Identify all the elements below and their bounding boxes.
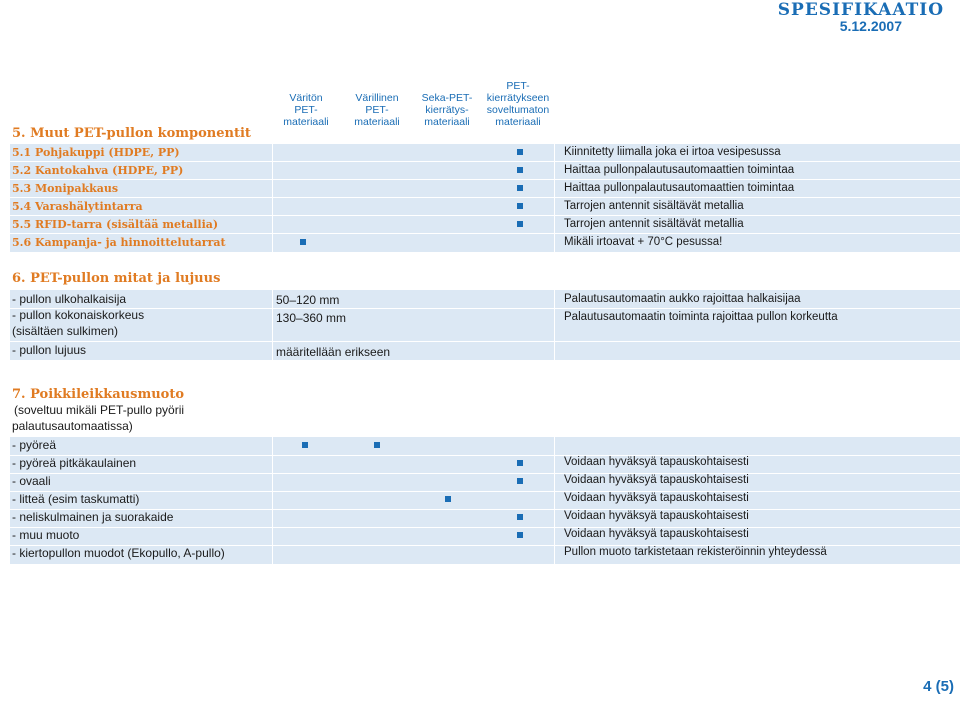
row-7-5-mark [517,514,523,520]
row-5-1-label: 5.1 Pohjakuppi (HDPE, PP) [12,146,180,159]
row-5-5-label: 5.5 RFID-tarra (sisältää metallia) [12,218,219,231]
row-6-2-label-2: (sisältäen sulkimen) [12,324,119,338]
row-5-4-note: Tarrojen antennit sisältävät metallia [564,200,744,212]
row-7-2-mark [517,460,523,466]
row-7-1-mark-colored [374,442,380,448]
row-5-5-note: Tarrojen antennit sisältävät metallia [564,218,744,230]
row-7-1-label: - pyöreä [12,438,57,452]
column-header-colored-pet: Värillinen PET- materiaali [354,92,400,128]
column-header-unsuitable: PET- kierrätykseen soveltumaton materiaali [486,80,550,128]
section-7-title: 7. Poikkileikkausmuoto [12,387,184,402]
column-header-mixed-pet: Seka-PET- kierrätys- materiaali [421,92,473,128]
section-6-band [10,290,960,360]
row-5-3-note: Haittaa pullonpalautusautomaattien toimintaa [564,182,795,194]
row-6-3-value: määritellään erikseen [276,345,391,359]
row-6-2-value: 130–360 mm [276,311,347,325]
column-header-clear-pet: Väritön PET- materiaali [283,92,329,128]
row-6-1-value: 50–120 mm [276,293,340,307]
document-date: 5.12.2007 [839,18,902,34]
row-5-6-note: Mikäli irtoavat + 70°C pesussa! [564,236,723,248]
section-5-title: 5. Muut PET-pullon komponentit [12,126,251,141]
row-7-6-note: Voidaan hyväksyä tapauskohtaisesti [564,528,749,540]
row-7-2-label: - pyöreä pitkäkaulainen [12,456,137,470]
row-7-7-label: - kiertopullon muodot (Ekopullo, A-pullo) [12,546,225,560]
row-6-3-label: - pullon lujuus [12,343,87,357]
section-6-title: 6. PET-pullon mitat ja lujuus [12,271,221,286]
row-5-4-label: 5.4 Varashälytintarra [12,200,143,213]
row-7-3-label: - ovaali [12,474,51,488]
row-7-2-note: Voidaan hyväksyä tapauskohtaisesti [564,456,749,468]
row-6-2-label: - pullon kokonaiskorkeus [12,308,145,322]
row-5-2-mark [517,167,523,173]
row-7-3-note: Voidaan hyväksyä tapauskohtaisesti [564,474,749,486]
row-5-6-mark [300,239,306,245]
row-5-3-label: 5.3 Monipakkaus [12,182,119,195]
row-6-1-note: Palautusautomaatin aukko rajoittaa halkaisijaa [564,293,801,305]
row-5-5-mark [517,221,523,227]
row-7-7-note: Pullon muoto tarkistetaan rekisteröinnin yhteydessä [564,546,827,558]
row-7-6-mark [517,532,523,538]
row-7-6-label: - muu muoto [12,528,80,542]
row-7-1-mark-clear [302,442,308,448]
row-5-1-note: Kiinnitetty liimalla joka ei irtoa vesipesussa [564,146,781,158]
row-5-4-mark [517,203,523,209]
page-number: 4 (5) [923,678,954,695]
row-5-1-mark [517,149,523,155]
section-7-subtitle: (soveltuu mikäli PET-pullo pyörii [14,403,185,417]
row-5-3-mark [517,185,523,191]
row-5-2-note: Haittaa pullonpalautusautomaattien toimintaa [564,164,795,176]
row-7-5-note: Voidaan hyväksyä tapauskohtaisesti [564,510,749,522]
row-7-3-mark [517,478,523,484]
document-title: SPESIFIKAATIO [777,0,944,20]
row-7-4-label: - litteä (esim taskumatti) [12,492,140,506]
row-6-1-label: - pullon ulkohalkaisija [12,292,127,306]
row-7-5-label: - neliskulmainen ja suorakaide [12,510,174,524]
row-7-4-note: Voidaan hyväksyä tapauskohtaisesti [564,492,749,504]
row-5-2-label: 5.2 Kantokahva (HDPE, PP) [12,164,184,177]
row-7-4-mark [445,496,451,502]
section-7-subtitle-2: palautusautomaatissa) [12,419,133,433]
row-6-2-note: Palautusautomaatin toiminta rajoittaa pullon korkeutta [564,311,838,323]
row-5-6-label: 5.6 Kampanja- ja hinnoittelutarrat [12,236,226,249]
